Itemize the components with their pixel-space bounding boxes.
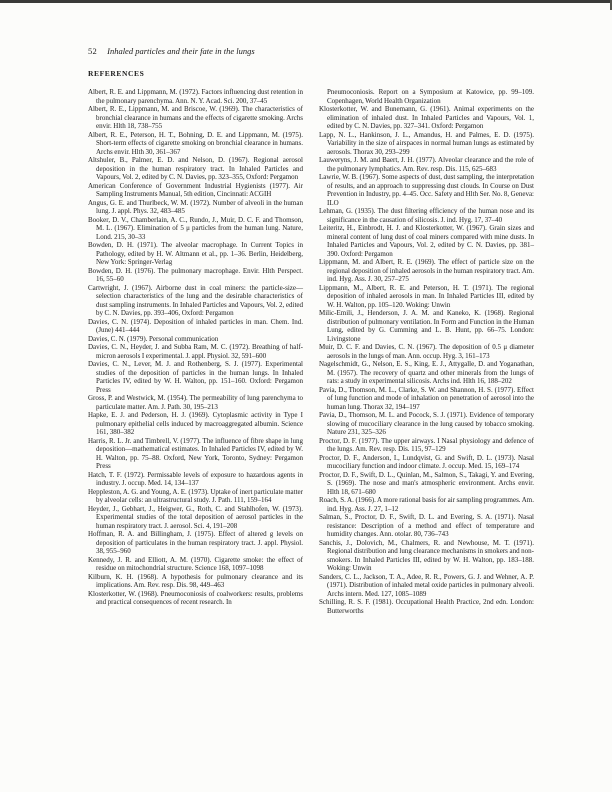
running-header <box>88 46 534 56</box>
reference-entry: Pavia, D., Thomson, M. L., Clarke, S. W. and Shannon, H. S. (1977). Effect of lung function and mode of inhalation on penetration of aerosol into the human lung. Thorax 32, 194–197 <box>319 385 534 411</box>
reference-entry: Kilburn, K. H. (1968). A hypothesis for pulmonary clearance and its implications. Am. Rev. resp. Dis. 98, 449–463 <box>88 572 303 589</box>
reference-entry: Hoffman, R. A. and Billingham, J. (1975). Effect of altered g levels on deposition of particulates in the human respiratory tract. J. appl. Physiol. 38, 955–960 <box>88 530 303 555</box>
reference-entry: Klosterkotter, W. and Bunemann, G. (1961). Animal experiments on the elimination of inhaled dust. In Inhaled Particles and Vapours, Vol. 1, edited by C. N. Davies, pp. 327–341. Oxford: Pergamon <box>319 105 534 130</box>
reference-entry: Nagelschmidt, G., Nelson, E. S., King, E. J., Attygalle, D. and Yoganathan, M. (1957). The recovery of quartz and other minerals from the lungs of rats: a study in experimental silicosis. Archs ind. Hlth 16, 188–202 <box>319 360 534 385</box>
reference-entry: Kennedy, J. R. and Elliott, A. M. (1970). Cigarette smoke: the effect of residue on mitochondrial structure. Science 168, 1097–1098 <box>88 555 303 572</box>
reference-entry: American Conference of Government Industrial Hygienists (1977). Air Sampling Instruments Manual, 5th edition, Cincinnati: ACGIH <box>88 181 303 198</box>
reference-entry: Lauweryns, J. M. and Baert, J. H. (1977). Alveolar clearance and the role of the pulmonary lymphatics. Am. Rev. resp. Dis. 115, 625–683 <box>319 156 534 173</box>
reference-entry: Hapke, E. J. and Pederson, H. J. (1969). Cytoplasmic activity in Type I pulmonary epithelial cells induced by macroaggregated albumin. Science 161, 380–382 <box>88 411 303 436</box>
reference-entry: Gross, P. and Westwick, M. (1954). The permeability of lung parenchyma to particulate matter. Am. J. Path. 30, 195–213 <box>88 394 303 411</box>
reference-entry: Klosterkotter, W. (1968). Pneumoconiosis of coalworkers: results, problems and practical consequences of recent research. In <box>88 589 303 606</box>
reference-entry: Lippmann, M., Albert, R. E. and Peterson, H. T. (1971). The regional deposition of inhaled aerosols in man. In Inhaled Particles III, edited by W. H. Walton, pp. 105–120. Woking: Unwin <box>319 283 534 309</box>
scan-edge-artifact <box>0 0 612 3</box>
references-right-list <box>319 105 534 615</box>
reference-entry: Lippmann, M. and Albert, R. E. (1969). The effect of particle size on the regional deposition of inhaled aerosols in the human respiratory tract. Am. ind. Hyg. Ass. J. 30, 257–275 <box>319 258 534 283</box>
reference-entry: Davies, C. N., Heyder, J. and Subba Ram, M. C. (1972). Breathing of half-micron aerosols I experimental. J. appl. Physiol. 32, 591–600 <box>88 343 303 360</box>
reference-entry: Proctor, D. F., Anderson, I., Lundqvist, G. and Swift, D. L. (1973). Nasal mucociliary function and indoor climate. J. occup. Med. 15, 169–174 <box>319 453 534 470</box>
reference-entry: Albert, R. E., Peterson, H. T., Bohning, D. E. and Lippmann, M. (1975). Short-term effects of cigarette smoking on bronchial clearance in humans. Archs envir. Hlth 30, 361–367 <box>88 130 303 156</box>
reference-entry: Lawrie, W. B. (1967). Some aspects of dust, dust sampling, the interpretation of results, and an approach to suppressing dust clouds. In Course on Dust Prevention in Industry, pp. 4–45. Occ. Safety and Hlth Ser. No. 8, Geneva: ILO <box>319 173 534 207</box>
references-heading: REFERENCES <box>88 69 145 78</box>
reference-entry: Lapp, N. L., Hankinson, J. L., Amandus, H. and Palmes, E. D. (1975). Variability in the size of airspaces in normal human lungs as estimated by aerosols. Thorax 30, 293–299 <box>319 130 534 156</box>
references-columns <box>88 88 534 615</box>
reference-entry: Roach, S. A. (1966). A more rational basis for air sampling programmes. Am. ind. Hyg. Ass. J. 27, 1–12 <box>319 496 534 513</box>
reference-entry-continuation: Pneumoconiosis. Report on a Symposium at Katowice, pp. 99–109. Copenhagen, World Health Organization <box>327 88 534 105</box>
reference-entry: Hatch, T. F. (1972). Permissable levels of exposure to hazardous agents in industry. J. occup. Med. 14, 134–137 <box>88 470 303 487</box>
reference-entry: Davies, C. N. (1974). Deposition of inhaled particles in man. Chem. Ind. (June) 441–444 <box>88 317 303 334</box>
reference-entry: Milic-Emili, J., Henderson, J. A. M. and Kaneko, K. (1968). Regional distribution of pulmonary ventilation. In Form and Function in the Human Lung, edited by G. Cumming and L. B. Hunt, pp. 66–75. London: Livingstone <box>319 309 534 343</box>
reference-entry: Davies, C. N., Lever, M. J. and Rothenberg, S. J. (1977). Experimental studies of the deposition of particles in the human lungs. In Inhaled Particles IV, edited by W. H. Walton, pp. 151–160. Oxford: Pergamon Press <box>88 360 303 394</box>
reference-entry: Sanders, C. L., Jackson, T. A., Adee, R. R., Powers, G. J. and Wehner, A. P. (1971). Distribution of inhaled metal oxide particles in pulmonary alveoli. Archs intern. Med. 127, 1085–1089 <box>319 572 534 598</box>
reference-entry: Sanchis, J., Dolovich, M., Chalmers, R. and Newhouse, M. T. (1971). Regional distribution and lung clearance mechanisms in smokers and non-smokers. In Inhaled Particles III, edited by W. H. Walton, pp. 183–188. Woking: Unwin <box>319 538 534 572</box>
reference-entry: Muir, D. C. F. and Davies, C. N. (1967). The deposition of 0.5 μ diameter aerosols in the lungs of man. Ann. occup. Hyg. 3, 161–173 <box>319 343 534 360</box>
reference-entry: Heyder, J., Gebhart, J., Heigwer, G., Roth, C. and Stahlhofen, W. (1973). Experimental studies of the total deposition of aerosol particles in the human respiratory tract. J. aerosol. Sci. 4, 191–208 <box>88 504 303 530</box>
reference-entry: Pavia, D., Thomson, M. L. and Pocock, S. J. (1971). Evidence of temporary slowing of mucociliary clearance in the lung caused by tobacco smoking. Nature 231, 325–326 <box>319 411 534 436</box>
reference-entry: Schilling, R. S. F. (1981). Occupational Health Practice, 2nd edn. London: Butterworths <box>319 598 534 615</box>
reference-entry: Bowden, D. H. (1976). The pulmonary macrophage. Envir. Hlth Perspect. 16, 55–60 <box>88 266 303 283</box>
reference-entry: Proctor, D. F. (1977). The upper airways. I Nasal physiology and defence of the lungs. Am. Rev. resp. Dis. 115, 97–129 <box>319 436 534 453</box>
reference-entry: Heppleston, A. G. and Young, A. E. (1973). Uptake of inert particulate matter by alveolar cells: an ultrastructural study. J. Path. 111, 159–164 <box>88 487 303 504</box>
reference-entry: Lehman, G. (1935). The dust filtering efficiency of the human nose and its significance in the causation of silicosis. J. ind. Hyg. 17, 37–40 <box>319 207 534 224</box>
reference-entry: Harris, R. L. Jr. and Timbrell, V. (1977). The influence of fibre shape in lung deposition—mathematical estimates. In Inhaled Particles IV, edited by W. H. Walton, pp. 75–88. Oxford, New York, Toronto, Sydney: Pergamon Press <box>88 436 303 470</box>
running-title: Inhaled particles and their fate in the lungs <box>107 46 255 56</box>
references-column-left <box>88 88 303 615</box>
reference-entry: Angus, G. E. and Thurlbeck, W. M. (1972). Number of alveoli in the human lung. J. appl. Phys. 32, 483–485 <box>88 198 303 215</box>
reference-entry: Proctor, D. F., Swift, D. L., Quinlan, M., Salmon, S., Takagi, Y. and Evering, S. (1969). The nose and man's atmospheric environment. Archs envir. Hlth 18, 671–680 <box>319 470 534 496</box>
reference-entry: Booker, D. V., Chamberlain, A. C., Rundo, J., Muir, D. C. F. and Thomson, M. L. (1967). Elimination of 5 μ particles from the human lung. Nature, Lond. 215, 30–33 <box>88 215 303 241</box>
reference-entry: Cartwright, J. (1967). Airborne dust in coal miners: the particle-size—selection characteristics of the lung and the desirable characteristics of dust sampling instruments. In Inhaled Particles and Vapours, Vol. 2, edited by C. N. Davies, pp. 393–406, Oxford: Pergamon <box>88 283 303 317</box>
references-column-right <box>319 88 534 615</box>
reference-entry: Albert, R. E., Lippmann, M. and Briscoe, W. (1969). The characteristics of bronchial clearance in humans and the effects of cigarette smoking. Archs envir. Hlth 18, 738–755 <box>88 105 303 130</box>
reference-entry: Davies, C. N. (1979). Personal communication <box>88 334 219 343</box>
reference-entry: Altshuler, B., Palmer, E. D. and Nelson, D. (1967). Regional aerosol deposition in the human respiratory tract. In Inhaled Particles and Vapours, Vol. 2, edited by C. N. Davies, pp. 323–355, Oxford: Pergamon <box>88 156 303 181</box>
reference-entry: Salman, S., Proctor, D. F., Swift, D. L. and Evering, S. A. (1971). Nasal resistance: Description of a method and effect of temperature and humidity changes. Ann. otolar. 80, 736–743 <box>319 513 534 538</box>
page-number: 52 <box>88 46 98 56</box>
reference-entry: Leiteritz, H., Einbrodt, H. J. and Klosterkotter, W. (1967). Grain sizes and mineral content of lung dust of coal miners compared with mine dusts. In Inhaled Particles and Vapours, Vol. 2, edited by C. N. Davies, pp. 381–390. Oxford: Pergamon <box>319 224 534 258</box>
reference-entry: Albert, R. E. and Lippmann, M. (1972). Factors influencing dust retention in the pulmonary parenchyma. Ann. N. Y. Acad. Sci. 200, 37–45 <box>88 88 303 105</box>
reference-entry: Bowden, D. H. (1971). The alveolar macrophage. In Current Topics in Pathology, edited by H. W. Altmann et al., pp. 1–36. Berlin, Heidelberg, New York: Springer-Verlag <box>88 241 303 266</box>
